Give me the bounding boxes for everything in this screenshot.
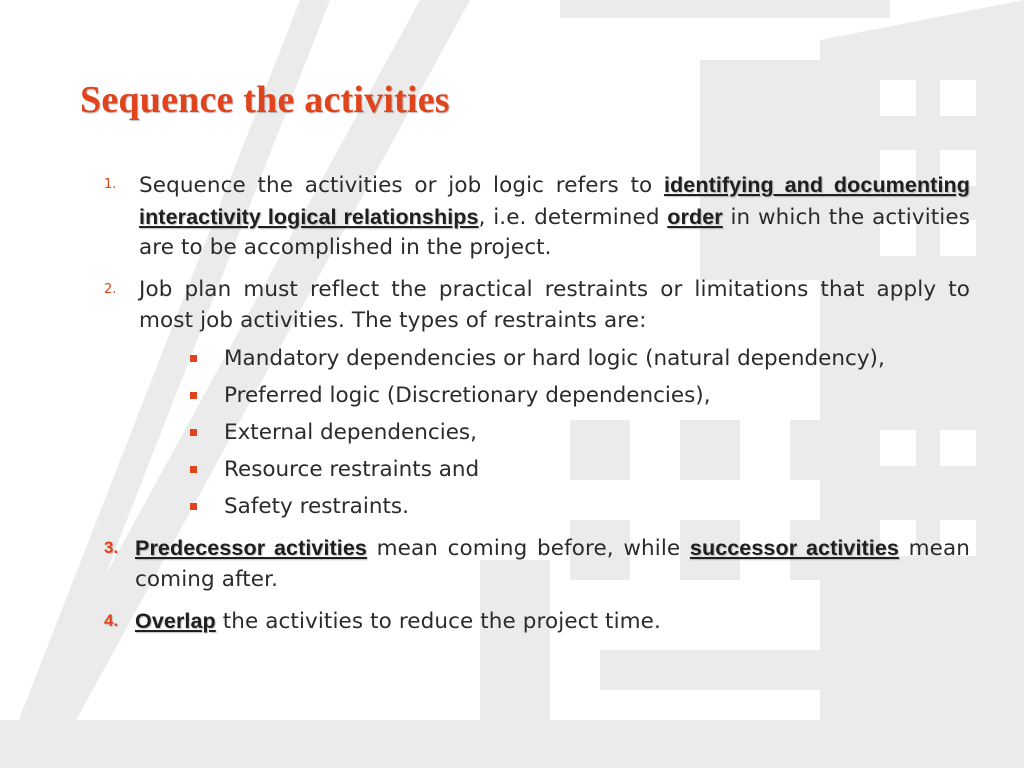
list-item-2 xyxy=(104,275,970,525)
square-bullet-icon xyxy=(190,355,197,362)
sub-item-text: Mandatory dependencies or hard logic (natural dependency), xyxy=(224,346,885,371)
highlighted-term-overlap: Overlap xyxy=(135,609,216,633)
square-bullet-icon xyxy=(190,392,197,399)
item-text xyxy=(139,170,970,264)
item-number: 1. xyxy=(104,177,117,192)
square-bullet-icon xyxy=(190,429,197,436)
sub-item-text: Resource restraints and xyxy=(224,457,480,482)
item-text-part: the activities to reduce the project time. xyxy=(215,609,661,634)
slide-title: Sequence the activities xyxy=(80,79,450,121)
square-bullet-icon xyxy=(190,503,197,510)
sub-list-item xyxy=(190,414,970,451)
square-bullet-icon xyxy=(190,466,197,473)
item-text-part: Sequence the activities or job logic refers to xyxy=(139,173,664,198)
item-number: 2. xyxy=(104,282,117,297)
item-text-part: , i.e. determined xyxy=(478,204,668,230)
highlighted-term-order: order xyxy=(667,204,723,229)
sub-item-text: Safety restraints. xyxy=(224,494,409,519)
sub-list-item xyxy=(190,488,970,525)
sub-item-text: External dependencies, xyxy=(224,420,477,445)
highlighted-term-predecessor: Predecessor activities xyxy=(135,536,367,560)
sub-list-item xyxy=(190,451,970,488)
item-text-part: mean coming before, while xyxy=(366,536,690,561)
item-text xyxy=(135,533,970,595)
item-text: Job plan must reflect the practical restraints or limitations that apply to most job activities. The types of restraints are: xyxy=(139,277,970,333)
list-item-4 xyxy=(104,606,970,638)
restraint-types-list xyxy=(104,340,970,525)
item-text xyxy=(135,606,970,638)
sub-list-item xyxy=(190,377,970,414)
sub-list-item xyxy=(190,340,970,377)
item-text-part: in which the activities are to be accomplished in the project. xyxy=(139,204,971,260)
highlighted-term-successor: successor activities xyxy=(689,536,899,560)
sub-item-text: Preferred logic (Discretionary dependencies), xyxy=(224,383,711,408)
item-number: 3. xyxy=(104,538,119,557)
highlighted-term-identifying-relationships: identifying and documenting interactivity logical relationships xyxy=(139,173,970,229)
list-item-1 xyxy=(104,170,970,264)
item-number: 4. xyxy=(104,611,119,630)
item-text-part: mean coming after. xyxy=(135,536,970,592)
list-item-3 xyxy=(104,533,970,595)
